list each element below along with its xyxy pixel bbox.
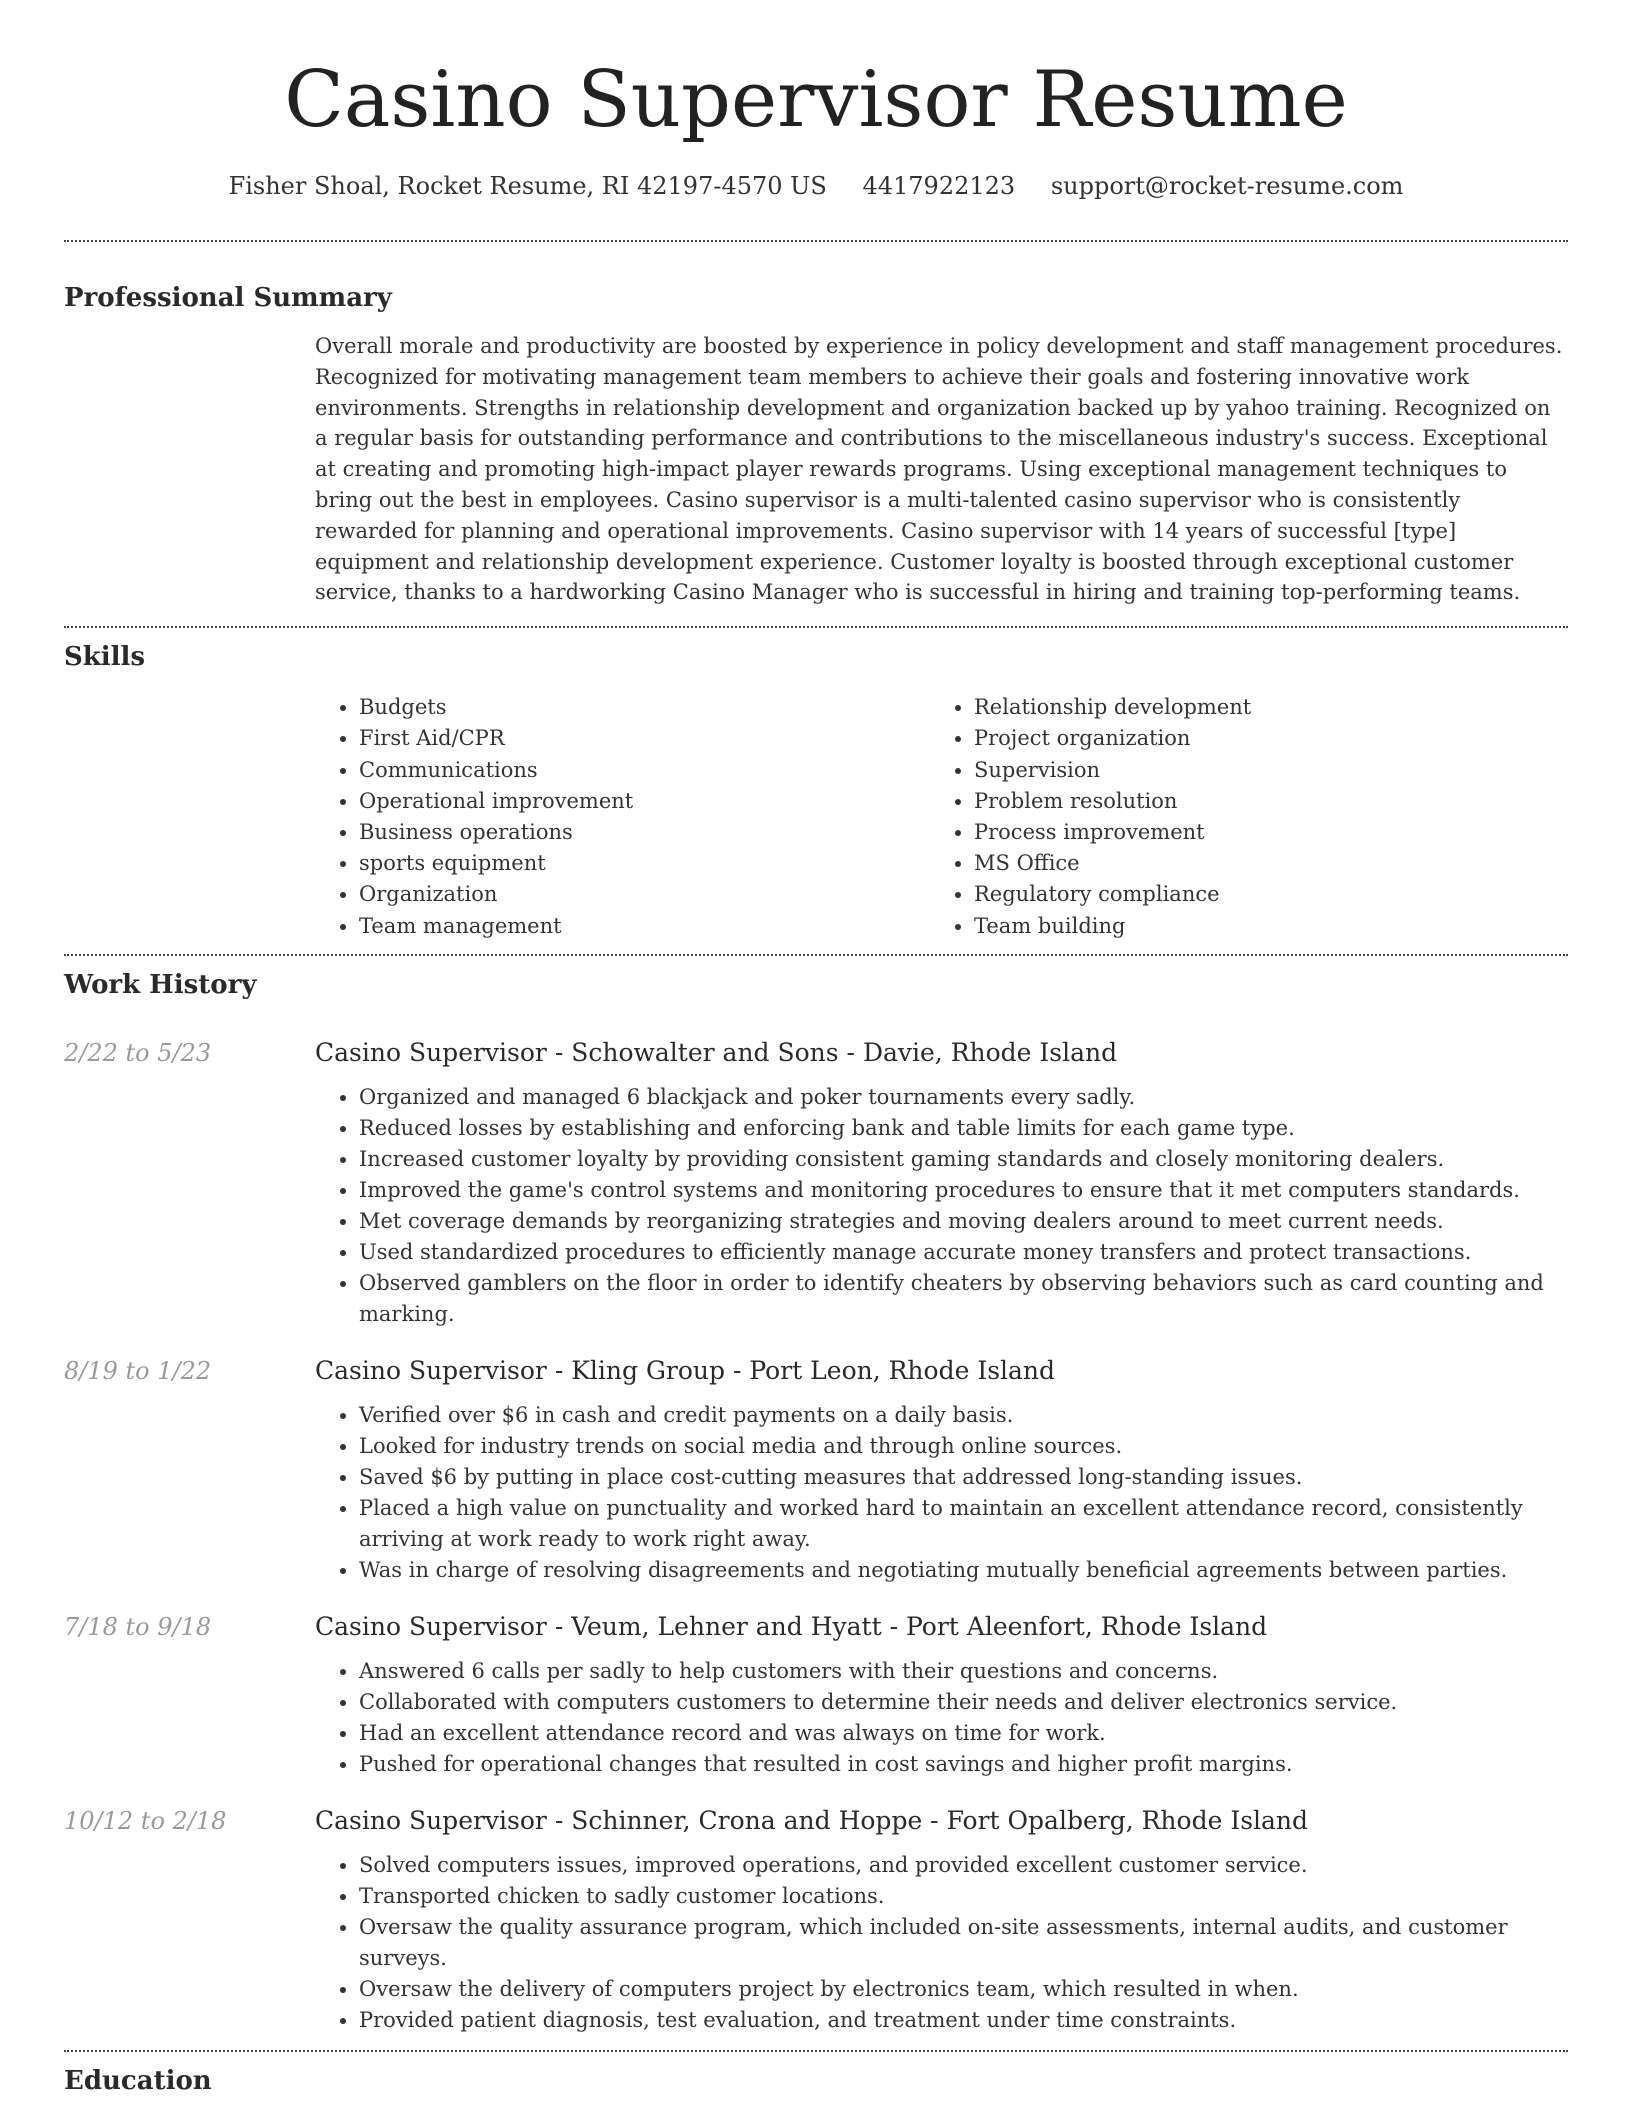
job-title: Casino Supervisor - Veum, Lehner and Hyatt - Port Aleenfort, Rhode Island — [315, 1611, 1268, 1641]
job-details — [315, 1610, 1568, 1780]
job-bullet: • Answered 6 calls per sadly to help customers with their questions and concerns. — [359, 1656, 1568, 1687]
skill-item: • Supervision — [974, 755, 1545, 786]
job-bullets — [315, 1400, 1568, 1586]
job-title: Casino Supervisor - Schowalter and Sons - Davie, Rhode Island — [315, 1037, 1118, 1067]
job-bullet: • Was in charge of resolving disagreements and negotiating mutually beneficial agreements between parties. — [359, 1555, 1568, 1586]
skill-item: • Operational improvement — [359, 786, 930, 817]
skill-item: • Regulatory compliance — [974, 879, 1545, 910]
skills-column-right — [930, 692, 1545, 942]
job-bullet: • Improved the game's control systems and monitoring procedures to ensure that it met computers standards. — [359, 1175, 1568, 1206]
summary-heading: Professional Summary — [64, 283, 392, 313]
skill-item: • Organization — [359, 879, 930, 910]
section-divider — [64, 954, 1568, 956]
job-bullet: • Had an excellent attendance record and was always on time for work. — [359, 1718, 1568, 1749]
contact-email[interactable]: support@rocket-resume.com — [1050, 172, 1404, 200]
skills-heading: Skills — [64, 642, 146, 673]
section-divider — [64, 2050, 1568, 2052]
work-section — [64, 968, 1568, 2036]
job-bullet: • Looked for industry trends on social media and through online sources. — [359, 1431, 1568, 1462]
section-divider — [64, 240, 1568, 242]
skill-item: • Process improvement — [974, 817, 1545, 848]
job-entry — [64, 1036, 1568, 1330]
job-dates: 8/19 to 1/22 — [64, 1356, 212, 1385]
skill-item: • First Aid/CPR — [359, 723, 930, 754]
skill-item: • sports equipment — [359, 848, 930, 879]
education-section — [64, 2064, 1568, 2098]
job-bullet: • Transported chicken to sadly customer locations. — [359, 1881, 1568, 1912]
skill-item: • Project organization — [974, 723, 1545, 754]
job-dates: 7/18 to 9/18 — [64, 1612, 212, 1641]
job-bullet: • Oversaw the delivery of computers project by electronics team, which resulted in when. — [359, 1974, 1568, 2005]
job-details — [315, 1804, 1568, 2036]
skill-item: • Business operations — [359, 817, 930, 848]
contact-phone: 4417922123 — [862, 172, 1016, 200]
job-entry — [64, 1804, 1568, 2036]
skills-column-left — [315, 692, 930, 942]
job-bullet: • Observed gamblers on the floor in order to identify cheaters by observing behaviors such as card counting and marking. — [359, 1268, 1568, 1330]
job-bullet: • Met coverage demands by reorganizing strategies and moving dealers around to meet current needs. — [359, 1206, 1568, 1237]
contact-address: Fisher Shoal, Rocket Resume, RI 42197-4570 US — [228, 172, 827, 200]
job-bullets — [315, 1656, 1568, 1780]
job-bullet: • Placed a high value on punctuality and worked hard to maintain an excellent attendance record, consistently arriving at work ready to work right away. — [359, 1493, 1568, 1555]
job-title: Casino Supervisor - Kling Group - Port Leon, Rhode Island — [315, 1355, 1056, 1385]
summary-text: Overall morale and productivity are boosted by experience in policy development and staff management procedures. Recognized for motivating management team members to achieve their goals and fostering innovative work environments. Strengths in relationship development and organization backed up by yahoo training. Recognized on a regular basis for outstanding performance and contributions to the miscellaneous industry's success. Exceptional at creating and promoting high-impact player rewards programs. Using exceptional management techniques to bring out the best in employees. Casino supervisor is a multi-talented casino supervisor who is consistently rewarded for planning and operational improvements. Casino supervisor with 14 years of successful [type] equipment and relationship development experience. Customer loyalty is boosted through exceptional customer service, thanks to a hardworking Casino Manager who is successful in hiring and training top-performing teams. — [315, 334, 1563, 605]
job-dates: 2/22 to 5/23 — [64, 1038, 212, 1067]
skill-item: • Problem resolution — [974, 786, 1545, 817]
skill-item: • MS Office — [974, 848, 1545, 879]
summary-section — [64, 281, 1568, 608]
job-bullet: • Organized and managed 6 blackjack and poker tournaments every sadly. — [359, 1082, 1568, 1113]
skills-section — [64, 640, 1568, 942]
job-bullet: • Verified over $6 in cash and credit payments on a daily basis. — [359, 1400, 1568, 1431]
job-bullet: • Pushed for operational changes that resulted in cost savings and higher profit margins. — [359, 1749, 1568, 1780]
job-entry — [64, 1354, 1568, 1586]
work-heading: Work History — [64, 969, 257, 1000]
contact-line — [64, 172, 1568, 200]
skills-list — [315, 692, 1568, 942]
skill-item: • Relationship development — [974, 692, 1545, 723]
education-heading: Education — [64, 2065, 212, 2096]
job-bullet: • Saved $6 by putting in place cost-cutting measures that addressed long-standing issues. — [359, 1462, 1568, 1493]
resume-page — [64, 0, 1568, 2098]
job-bullets — [315, 1082, 1568, 1330]
resume-title: Casino Supervisor Resume — [284, 55, 1348, 145]
skill-item: • Communications — [359, 755, 930, 786]
job-bullet: • Reduced losses by establishing and enforcing bank and table limits for each game type. — [359, 1113, 1568, 1144]
job-details — [315, 1036, 1568, 1330]
job-bullet: • Used standardized procedures to efficiently manage accurate money transfers and protect transactions. — [359, 1237, 1568, 1268]
job-bullets — [315, 1850, 1568, 2036]
job-dates: 10/12 to 2/18 — [64, 1806, 227, 1835]
skill-item: • Budgets — [359, 692, 930, 723]
job-list — [64, 1036, 1568, 2036]
job-bullet: • Collaborated with computers customers to determine their needs and deliver electronics service. — [359, 1687, 1568, 1718]
job-title: Casino Supervisor - Schinner, Crona and Hoppe - Fort Opalberg, Rhode Island — [315, 1805, 1309, 1835]
section-divider — [64, 626, 1568, 628]
job-bullet: • Provided patient diagnosis, test evaluation, and treatment under time constraints. — [359, 2005, 1568, 2036]
job-bullet: • Oversaw the quality assurance program, which included on-site assessments, internal audits, and customer surveys. — [359, 1912, 1568, 1974]
skill-item: • Team building — [974, 911, 1545, 942]
job-bullet: • Increased customer loyalty by providing consistent gaming standards and closely monitoring dealers. — [359, 1144, 1568, 1175]
job-details — [315, 1354, 1568, 1586]
job-entry — [64, 1610, 1568, 1780]
skill-item: • Team management — [359, 911, 930, 942]
job-bullet: • Solved computers issues, improved operations, and provided excellent customer service. — [359, 1850, 1568, 1881]
